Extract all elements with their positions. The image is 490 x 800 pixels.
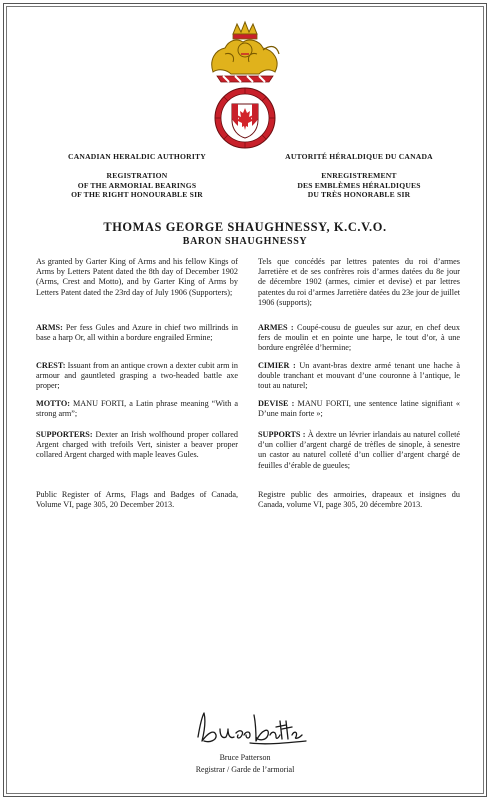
crest-paragraph-fr <box>258 361 460 392</box>
grant-paragraph-en: As granted by Garter King of Arms and his fellow Kings of Arms by Letters Patent dated the 8th day of December 1902 (Arms, Crest and Motto), and by Garter King of Arms by Letters Patent dated the 23rd day of July 1906 (Supporters); <box>36 257 238 297</box>
motto-text: MANU FORTI, a Latin phrase meaning “With a strong arm”; <box>36 399 238 419</box>
arms-paragraph-en <box>36 323 238 343</box>
registrar-name: Bruce Patterson <box>219 753 271 762</box>
registrar-signature <box>190 707 310 751</box>
registrar-title: Registrar / Garde de l’armorial <box>195 765 295 774</box>
motto-label: MOTTO: <box>36 399 70 408</box>
registration-line: REGISTRATION <box>106 171 168 180</box>
arms-text: Per fess Gules and Azure in chief two millrinds in base a harp Or, all within a bordure engrailed Ermine; <box>36 323 238 343</box>
crest-paragraph-en <box>36 361 238 392</box>
registration-heading-en <box>36 171 238 200</box>
registration-line: ENREGISTREMENT <box>321 171 397 180</box>
motto-paragraph-fr <box>258 399 460 419</box>
crest-text: Un avant-bras dextre armé tenant une hache à double tranchant et mouvant d’une couronne à l’antique, le tout au naturel; <box>258 361 460 391</box>
registration-line: OF THE ARMORIAL BEARINGS <box>77 180 197 190</box>
authority-name-en: CANADIAN HERALDIC AUTHORITY <box>68 152 206 161</box>
grant-paragraph-fr: Tels que concédés par lettres patentes du roi d’armes Jarretière et de ses confrères rois d’armes datées du 8e jour de décembre 1902 (armes, cimier et devise) et par lettres patentes du roi d’armes Jarretière datées du 23e jour de juillet 1906 (supports); <box>258 257 460 307</box>
registration-line: DU TRÈS HONORABLE SIR <box>307 190 411 200</box>
authority-name-fr: AUTORITÉ HÉRALDIQUE DU CANADA <box>285 152 433 161</box>
crest-text: Issuant from an antique crown a dexter cubit arm in armour and gauntleted grasping a two-headed battle axe proper; <box>36 361 238 391</box>
register-paragraph-en: Public Register of Arms, Flags and Badges of Canada, Volume VI, page 305, 20 December 2013. <box>36 490 238 510</box>
motto-label: DEVISE : <box>258 399 295 408</box>
arms-paragraph-fr <box>258 323 460 354</box>
heraldic-authority-emblem <box>203 20 287 150</box>
recipient-name: THOMAS GEORGE SHAUGHNESSY, K.C.V.O. <box>103 220 387 234</box>
supporters-label: SUPPORTS : <box>258 430 306 439</box>
register-paragraph-fr: Registre public des armoiries, drapeaux et insignes du Canada, volume VI, page 305, 20 décembre 2013. <box>258 490 460 510</box>
recipient-title: BARON SHAUGHNESSY <box>182 236 308 247</box>
crest-label: CREST: <box>36 361 66 370</box>
supporters-label: SUPPORTERS: <box>36 430 93 439</box>
registration-heading-fr <box>258 171 460 200</box>
arms-label: ARMES : <box>258 323 294 332</box>
registration-line: DES EMBLÈMES HÉRALDIQUES <box>297 180 421 190</box>
supporters-paragraph-en <box>36 430 238 461</box>
supporters-text: À dextre un lévrier irlandais au naturel colleté d’un collier d’argent chargé de trèfles de sinople, à senestre un castor au naturel colleté d’un collier d’argent chargé de feuilles d’érable de gueules; <box>258 430 460 470</box>
motto-text: MANU FORTI, une sentence latine signifiant « D’une main forte »; <box>258 399 460 419</box>
arms-label: ARMS: <box>36 323 63 332</box>
arms-text: Coupé-cousu de gueules sur azur, en chef deux fers de moulin et en pointe une harpe, le tout d’or, à une bordure engrêlée d’hermine; <box>258 323 460 353</box>
registration-line: OF THE RIGHT HONOURABLE SIR <box>71 190 203 200</box>
crowned-lion-icon <box>212 22 279 74</box>
supporters-text: Dexter an Irish wolfhound proper collared Argent charged with trefoils Vert, sinister a beaver proper collared Argent charged with maple leaves Gules. <box>36 430 238 460</box>
motto-paragraph-en <box>36 399 238 419</box>
supporters-paragraph-fr <box>258 430 460 471</box>
crest-label: CIMIER : <box>258 361 296 370</box>
